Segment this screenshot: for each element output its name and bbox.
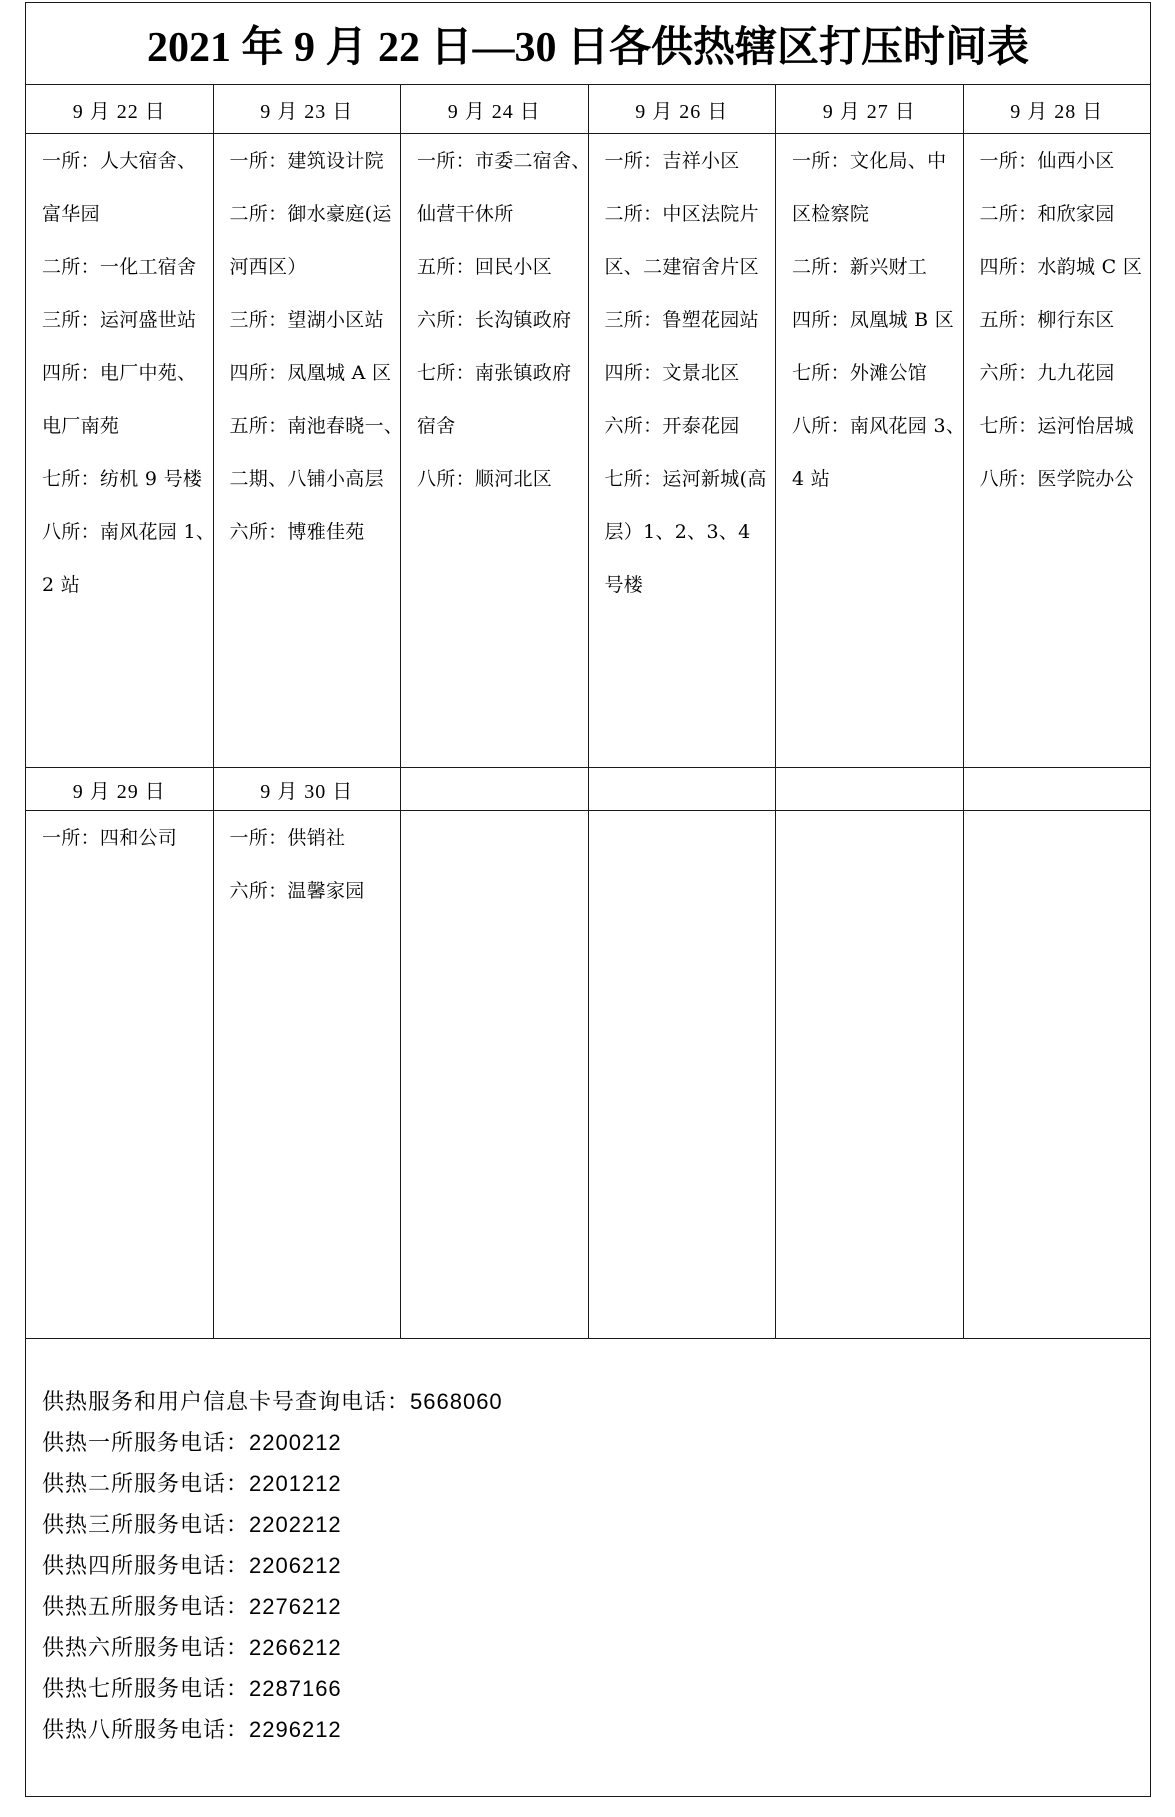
contact-line [42, 1504, 1150, 1545]
district-list [213, 134, 404, 768]
contact-list [42, 1381, 1150, 1750]
district-item-line: 一所：供销社 [229, 827, 346, 849]
district-item [417, 347, 586, 453]
district-item [792, 347, 961, 400]
district-item-line: 六所：九九花园 [979, 362, 1115, 384]
district-item-line: 四所：电厂中苑、 [42, 362, 197, 384]
district-item-line: 八所：南风花园 1、 [42, 521, 216, 543]
district-item-line: 四所：文景北区 [604, 362, 740, 384]
district-item-line: 七所：外滩公馆 [792, 362, 928, 384]
district-item [980, 135, 1149, 188]
title-row [26, 3, 1151, 85]
contact-line [42, 1545, 1150, 1586]
district-item-line: 二所：一化工宿舍 [42, 256, 197, 278]
district-item-line: 八所：顺河北区 [417, 468, 553, 490]
date-header: 9 月 30 日 [213, 768, 401, 811]
date-header-row [26, 85, 1151, 134]
date-header: 9 月 24 日 [401, 85, 589, 134]
contact-label: 供热三所服务电话： [42, 1512, 250, 1537]
district-item [230, 506, 399, 559]
district-item-line: 六所：博雅佳苑 [229, 521, 365, 543]
district-item [230, 135, 399, 188]
district-item-line: 五所：南池春晓一、 [229, 415, 404, 437]
district-item [980, 294, 1149, 347]
date-header: 9 月 26 日 [588, 85, 776, 134]
district-item [42, 506, 216, 612]
district-item [417, 135, 591, 241]
district-item-line: 五所：柳行东区 [979, 309, 1115, 331]
empty-date-cell [401, 768, 589, 811]
contact-line [42, 1463, 1150, 1504]
district-item [42, 294, 211, 347]
date-header: 9 月 27 日 [776, 85, 964, 134]
district-item [605, 400, 774, 453]
district-item [42, 347, 211, 453]
district-item-line: 七所：南张镇政府 [417, 362, 572, 384]
district-item [417, 453, 586, 506]
district-item-line: 一所：吉祥小区 [604, 150, 740, 172]
date-header: 9 月 28 日 [963, 85, 1151, 134]
district-item-line: 二所：和欣家园 [979, 203, 1115, 225]
empty-date-cell [963, 768, 1151, 811]
contact-phone-number: 2206212 [249, 1553, 342, 1578]
district-content-row [26, 134, 1151, 768]
district-item-line: 仙营干休所 [417, 203, 514, 225]
district-item [417, 294, 586, 347]
district-item [42, 812, 211, 865]
district-item-line: 电厂南苑 [42, 415, 120, 437]
contact-label: 供热八所服务电话： [42, 1717, 250, 1742]
district-item [980, 453, 1149, 506]
schedule-body [26, 3, 1151, 1797]
district-item [792, 135, 961, 241]
district-item [605, 135, 774, 188]
contact-phone-number: 2200212 [249, 1430, 342, 1455]
district-item [980, 400, 1149, 453]
district-list [26, 134, 214, 768]
contact-phone-number: 5668060 [410, 1389, 503, 1414]
contact-phone-number: 2201212 [249, 1471, 342, 1496]
contact-line [42, 1709, 1150, 1750]
district-item [792, 294, 961, 347]
district-list [401, 134, 589, 768]
district-item-line: 七所：纺机 9 号楼 [42, 468, 203, 490]
district-item [42, 241, 211, 294]
contact-label: 供热二所服务电话： [42, 1471, 250, 1496]
date-header: 9 月 22 日 [26, 85, 214, 134]
contact-phone-number: 2276212 [249, 1594, 342, 1619]
district-item-line: 层）1、2、3、4 [604, 521, 751, 543]
district-item-line: 一所：建筑设计院 [229, 150, 384, 172]
district-item [605, 294, 774, 347]
empty-date-cell [588, 768, 776, 811]
district-list [26, 811, 214, 1339]
district-item-line: 一所：四和公司 [42, 827, 178, 849]
contact-label: 供热一所服务电话： [42, 1430, 250, 1455]
district-item-line: 宿舍 [417, 415, 456, 437]
district-item-line: 四所：凤凰城 A 区 [229, 362, 392, 384]
district-item-line: 三所：鲁塑花园站 [604, 309, 759, 331]
district-item-line: 六所：开泰花园 [604, 415, 740, 437]
contact-phone-number: 2266212 [249, 1635, 342, 1660]
district-content-row [26, 811, 1151, 1339]
contact-line [42, 1422, 1150, 1463]
district-item-line: 一所：仙西小区 [979, 150, 1115, 172]
district-item-line: 一所：文化局、中 [792, 150, 947, 172]
empty-content-cell [963, 811, 1151, 1339]
footer-row [26, 1339, 1151, 1797]
district-item-line: 2 站 [42, 574, 81, 596]
district-item [792, 400, 966, 506]
district-item-line: 区检察院 [792, 203, 870, 225]
date-header: 9 月 23 日 [213, 85, 401, 134]
date-header: 9 月 29 日 [26, 768, 214, 811]
contact-line [42, 1586, 1150, 1627]
district-item-line: 五所：回民小区 [417, 256, 553, 278]
district-item-line: 4 站 [792, 468, 831, 490]
district-item-line: 六所：温馨家园 [229, 880, 365, 902]
district-item [42, 453, 211, 506]
district-item-line: 二所：御水豪庭(运 [229, 203, 392, 225]
pressure-test-schedule-table [25, 2, 1151, 1797]
contact-label: 供热四所服务电话： [42, 1553, 250, 1578]
contact-line [42, 1381, 1150, 1422]
district-list [776, 134, 964, 768]
empty-content-cell [401, 811, 589, 1339]
contact-label: 供热五所服务电话： [42, 1594, 250, 1619]
district-item [605, 188, 774, 294]
district-item [792, 241, 961, 294]
district-item-line: 七所：运河新城(高 [604, 468, 767, 490]
district-item-line: 一所：人大宿舍、 [42, 150, 197, 172]
district-list [213, 811, 401, 1339]
district-item [230, 347, 399, 400]
district-item [230, 812, 399, 865]
contact-phone-number: 2287166 [249, 1676, 342, 1701]
district-item-line: 八所：南风花园 3、 [792, 415, 966, 437]
district-item [42, 135, 211, 241]
table-title: 2021 年 9 月 22 日—30 日各供热辖区打压时间表 [26, 3, 1151, 85]
district-item-line: 四所：凤凰城 B 区 [792, 309, 955, 331]
district-item-line: 二期、八铺小高层 [229, 468, 384, 490]
contact-line [42, 1627, 1150, 1668]
district-item-line: 四所：水韵城 C 区 [979, 256, 1143, 278]
district-item [417, 241, 586, 294]
district-item [980, 347, 1149, 400]
contact-label: 供热六所服务电话： [42, 1635, 250, 1660]
district-item-line: 三所：运河盛世站 [42, 309, 197, 331]
district-item [229, 400, 404, 506]
empty-date-cell [776, 768, 964, 811]
district-item [605, 347, 774, 400]
district-item [230, 294, 399, 347]
district-item-line: 号楼 [604, 574, 644, 596]
district-item-line: 河西区） [229, 256, 307, 278]
contact-label: 供热服务和用户信息卡号查询电话： [42, 1389, 411, 1414]
empty-content-cell [588, 811, 776, 1339]
district-item [605, 453, 774, 612]
district-item [230, 865, 399, 918]
district-item [980, 188, 1149, 241]
district-item-line: 区、二建宿舍片区 [604, 256, 759, 278]
date-header-row [26, 768, 1151, 811]
empty-content-cell [776, 811, 964, 1339]
district-list [588, 134, 776, 768]
contact-line [42, 1668, 1150, 1709]
district-item-line: 二所：新兴财工 [792, 256, 928, 278]
district-item-line: 二所：中区法院片 [604, 203, 759, 225]
contact-phone-number: 2202212 [249, 1512, 342, 1537]
district-item-line: 富华园 [42, 203, 100, 225]
district-item-line: 三所：望湖小区站 [229, 309, 384, 331]
district-item-line: 六所：长沟镇政府 [417, 309, 572, 331]
contact-label: 供热七所服务电话： [42, 1676, 250, 1701]
district-item [980, 241, 1149, 294]
district-item-line: 七所：运河怡居城 [979, 415, 1134, 437]
district-item-line: 一所：市委二宿舍、 [417, 150, 591, 172]
district-item-line: 八所：医学院办公 [979, 468, 1134, 490]
contact-footer [26, 1339, 1151, 1797]
contact-phone-number: 2296212 [249, 1717, 342, 1742]
district-item [230, 188, 399, 294]
district-list [963, 134, 1151, 768]
